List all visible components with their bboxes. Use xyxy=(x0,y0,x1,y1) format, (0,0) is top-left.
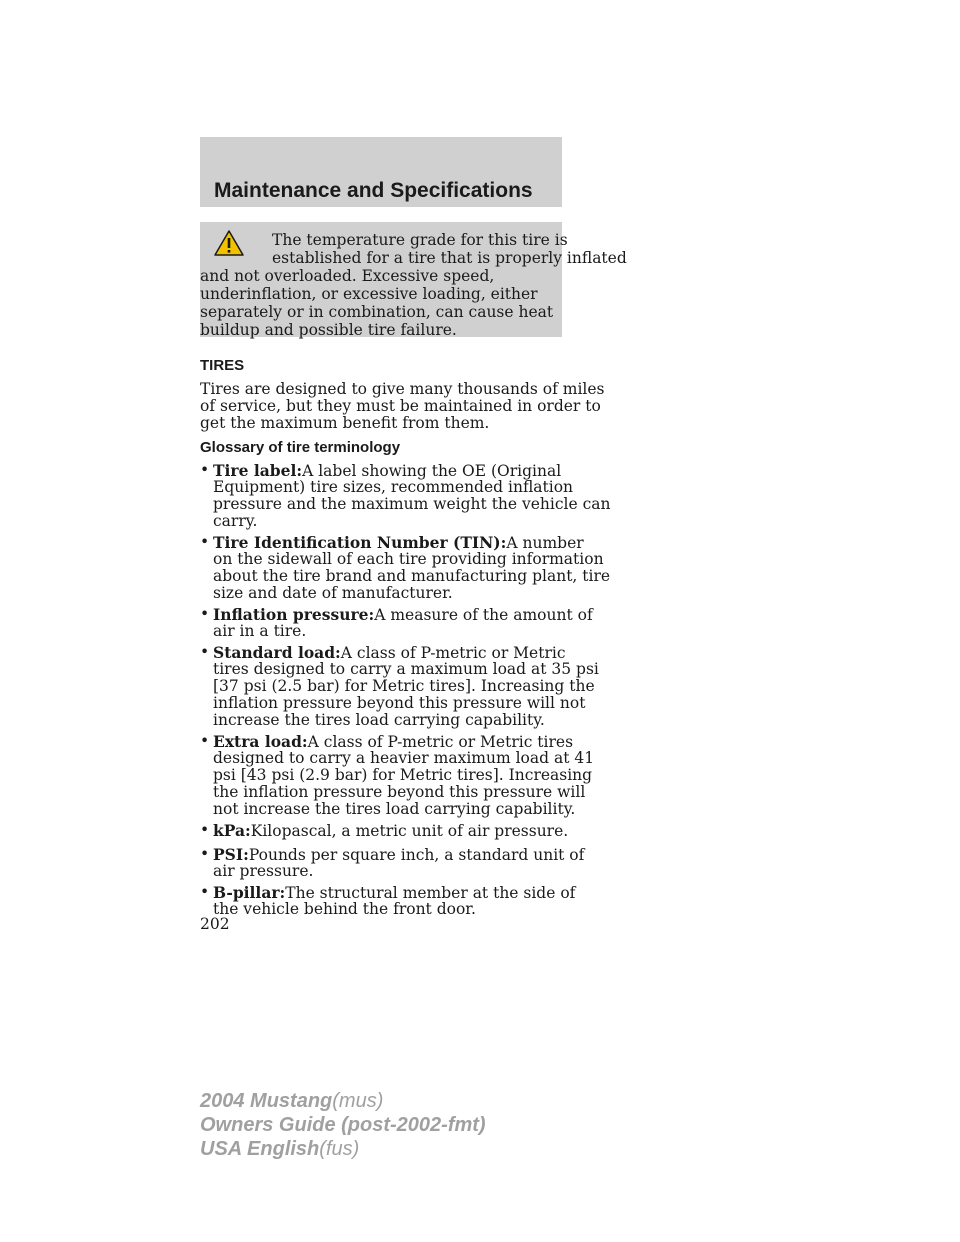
glossary-definition-line: air in a tire. xyxy=(213,622,307,640)
glossary-definition-line: increase the tires load carrying capability. xyxy=(213,711,545,729)
warning-line: buildup and possible tire failure. xyxy=(200,321,457,339)
warning-line: The temperature grade for this tire is xyxy=(272,231,568,249)
glossary-term: Inflation pressure: xyxy=(213,605,375,624)
glossary-term: B-pillar: xyxy=(213,883,286,902)
page-number: 202 xyxy=(200,915,230,933)
glossary-definition-line: about the tire brand and manufacturing plant, tire xyxy=(213,567,611,585)
footer-model: 2004 Mustang xyxy=(200,1090,333,1112)
footer-line: Owners Guide (post-2002-fmt) xyxy=(200,1114,486,1136)
bullet-icon: • xyxy=(200,821,210,839)
glossary-term: kPa: xyxy=(213,821,251,840)
glossary-definition: A number xyxy=(506,534,584,552)
glossary-definition-line: size and date of manufacturer. xyxy=(213,584,453,602)
glossary-term: Tire Identification Number (TIN): xyxy=(213,533,507,552)
warning-box xyxy=(200,222,627,339)
warning-triangle-icon xyxy=(214,230,244,256)
footer-line xyxy=(200,1138,359,1161)
glossary-term: Tire label: xyxy=(213,461,303,480)
glossary-definition-line: pressure and the maximum weight the vehicle can xyxy=(213,495,611,513)
section-title: Maintenance and Specifications xyxy=(214,179,533,202)
tires-paragraph-line: get the maximum benefit from them. xyxy=(200,414,490,432)
section-header xyxy=(200,137,562,207)
glossary-definition-line: on the sidewall of each tire providing information xyxy=(213,550,604,568)
glossary-term: Standard load: xyxy=(213,643,341,662)
glossary-definition: A class of P-metric or Metric tires xyxy=(307,733,574,751)
glossary-definition: The structural member at the side of xyxy=(285,884,576,902)
bullet-icon: • xyxy=(200,605,210,623)
footer-language: USA English xyxy=(200,1138,320,1160)
glossary-definition-line: the vehicle behind the front door. xyxy=(213,900,476,918)
glossary-definition-line: designed to carry a heavier maximum load at 41 xyxy=(213,749,595,767)
glossary-definition: A label showing the OE (Original xyxy=(302,462,562,480)
glossary-term: Extra load: xyxy=(213,732,308,751)
bullet-icon: • xyxy=(200,643,210,661)
warning-line: and not overloaded. Excessive speed, xyxy=(200,267,495,285)
footer-line xyxy=(200,1090,383,1113)
glossary-definition-line: the inflation pressure beyond this pressure will xyxy=(213,783,586,801)
glossary-item-kpa xyxy=(213,821,568,841)
glossary-definition: Kilopascal, a metric unit of air pressure. xyxy=(250,822,569,840)
glossary-definition-line: air pressure. xyxy=(213,862,314,880)
bullet-icon: • xyxy=(200,533,210,551)
glossary-term: PSI: xyxy=(213,845,249,864)
glossary-definition-line: not increase the tires load carrying capability. xyxy=(213,800,576,818)
tires-paragraph-line: of service, but they must be maintained in order to xyxy=(200,397,601,415)
warning-line: established for a tire that is properly inflated xyxy=(272,249,627,267)
bullet-icon: • xyxy=(200,461,210,479)
warning-line: separately or in combination, can cause heat xyxy=(200,303,554,321)
bullet-icon: • xyxy=(200,732,210,750)
tires-paragraph-line: Tires are designed to give many thousands of miles xyxy=(200,380,605,398)
glossary-definition: A class of P-metric or Metric xyxy=(340,644,566,662)
glossary-definition: Pounds per square inch, a standard unit of xyxy=(248,846,585,864)
glossary-definition: A measure of the amount of xyxy=(374,606,593,624)
bullet-icon: • xyxy=(200,845,210,863)
glossary-definition-line: [37 psi (2.5 bar) for Metric tires]. Increasing the xyxy=(213,677,595,695)
glossary-definition-line: Equipment) tire sizes, recommended inflation xyxy=(213,478,574,496)
bullet-icon: • xyxy=(200,883,210,901)
glossary-definition-line: tires designed to carry a maximum load at 35 psi xyxy=(213,660,599,678)
glossary-definition-line: inflation pressure beyond this pressure will not xyxy=(213,694,586,712)
glossary-definition-line: psi [43 psi (2.9 bar) for Metric tires]. Increasing xyxy=(213,766,593,784)
glossary-definition-line: carry. xyxy=(213,512,258,530)
glossary-heading: Glossary of tire terminology xyxy=(200,439,401,456)
tires-heading: TIRES xyxy=(200,357,245,374)
footer-model-code: (mus) xyxy=(332,1090,384,1112)
warning-line: underinflation, or excessive loading, either xyxy=(200,285,538,303)
footer-language-code: (fus) xyxy=(319,1138,360,1160)
